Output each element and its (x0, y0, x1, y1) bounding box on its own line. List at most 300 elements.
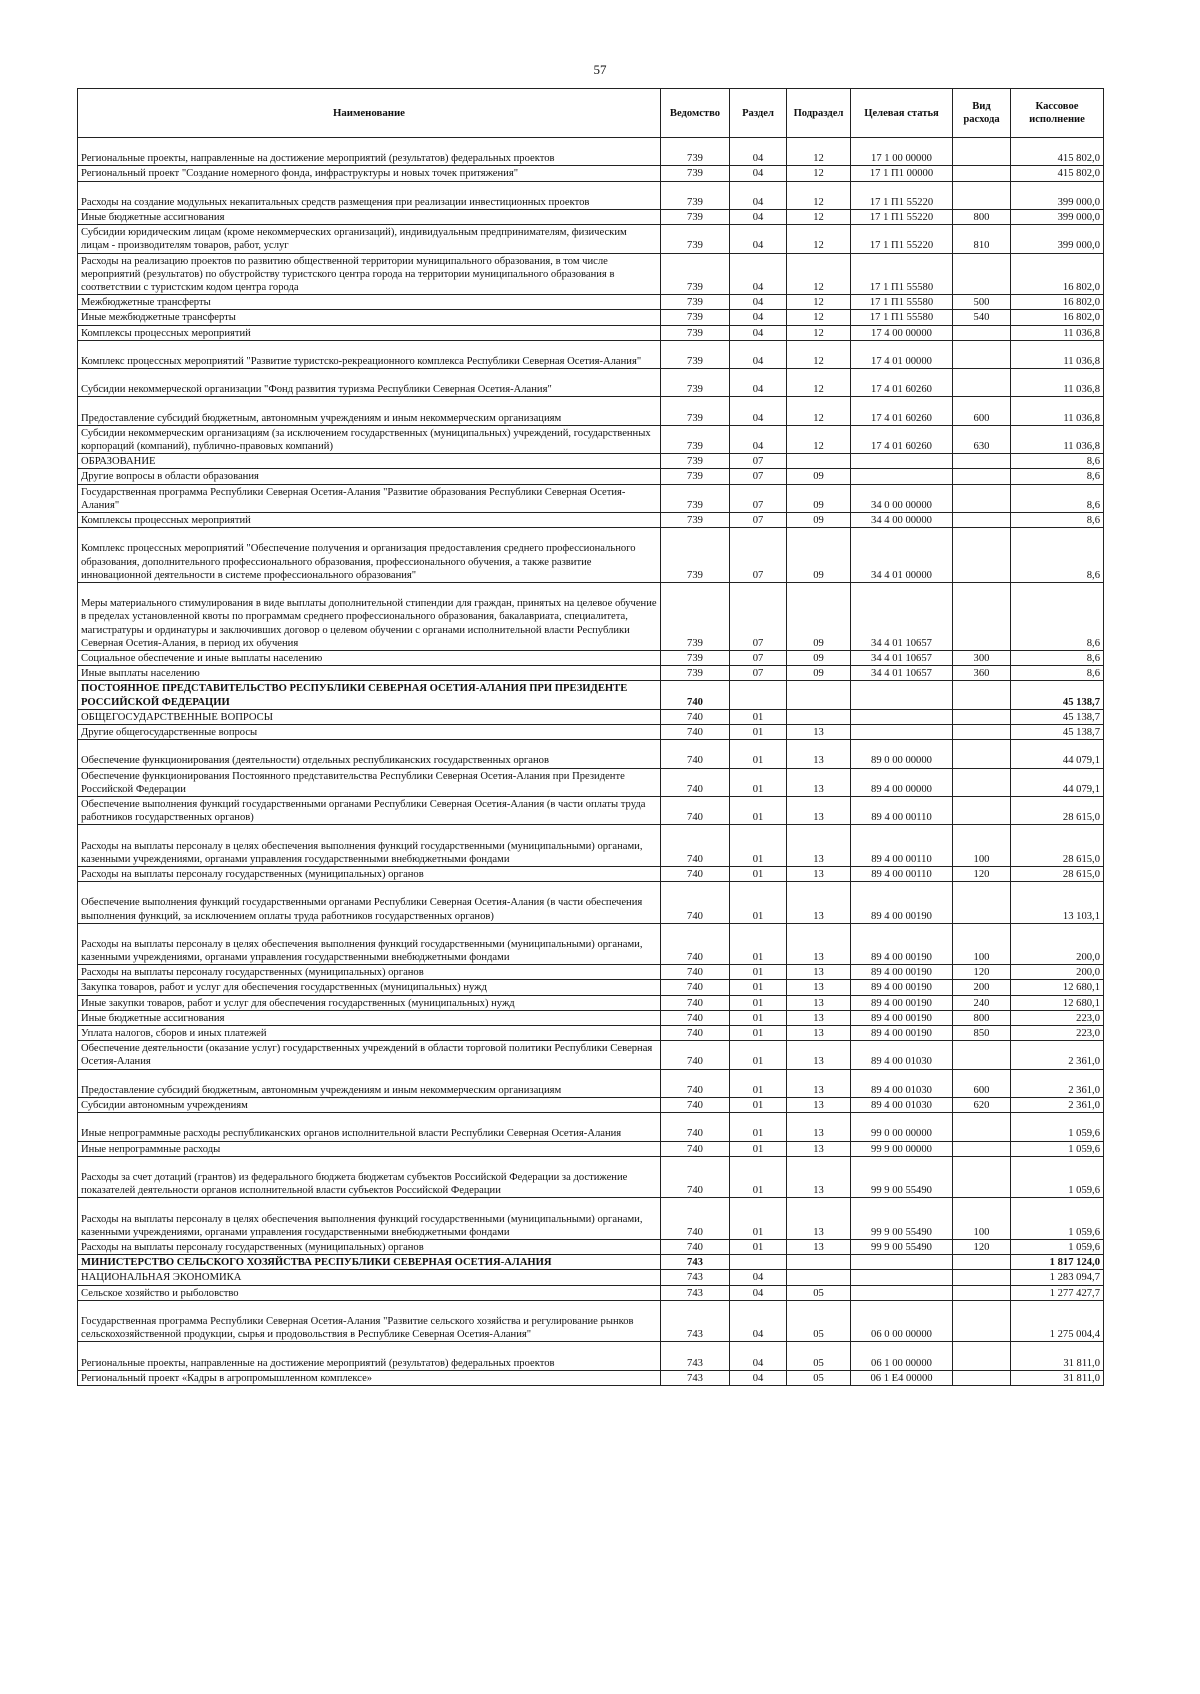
cell-podrazd: 13 (787, 1198, 851, 1240)
cell-razd: 04 (730, 181, 787, 209)
cell-razd: 04 (730, 253, 787, 295)
cell-ved: 740 (661, 1239, 730, 1254)
cell-cel: 17 1 П1 55580 (851, 253, 953, 295)
cell-vid (953, 681, 1011, 709)
cell-name: Предоставление субсидий бюджетным, автономным учреждениям и иным некоммерческим организациям (78, 397, 661, 425)
cell-cel: 34 0 00 00000 (851, 484, 953, 512)
cell-podrazd: 13 (787, 1069, 851, 1097)
cell-podrazd: 13 (787, 1113, 851, 1141)
cell-podrazd: 13 (787, 882, 851, 924)
cell-sum: 1 059,6 (1011, 1239, 1104, 1254)
cell-ved: 740 (661, 882, 730, 924)
table-row (78, 651, 1104, 666)
cell-vid (953, 709, 1011, 724)
cell-cel: 17 4 00 00000 (851, 325, 953, 340)
cell-ved: 739 (661, 425, 730, 453)
cell-razd: 04 (730, 340, 787, 368)
table-row (78, 1156, 1104, 1198)
cell-ved: 740 (661, 768, 730, 796)
cell-name: Обеспечение выполнения функций государственными органами Республики Северная Осетия-Алания (в части обеспечения выполнения функций, за исключением оплаты труда работников государственных органов) (78, 882, 661, 924)
cell-cel (851, 454, 953, 469)
cell-vid (953, 138, 1011, 166)
cell-razd: 07 (730, 528, 787, 583)
cell-sum: 415 802,0 (1011, 138, 1104, 166)
cell-vid (953, 1156, 1011, 1198)
cell-podrazd (787, 1255, 851, 1270)
cell-razd: 07 (730, 484, 787, 512)
cell-razd: 01 (730, 965, 787, 980)
table-row (78, 1370, 1104, 1385)
cell-cel: 17 4 01 60260 (851, 425, 953, 453)
table-row (78, 1098, 1104, 1113)
cell-podrazd: 12 (787, 181, 851, 209)
cell-name: МИНИСТЕРСТВО СЕЛЬСКОГО ХОЗЯЙСТВА РЕСПУБЛИКИ СЕВЕРНАЯ ОСЕТИЯ-АЛАНИЯ (78, 1255, 661, 1270)
cell-vid (953, 325, 1011, 340)
cell-vid (953, 469, 1011, 484)
cell-ved: 743 (661, 1370, 730, 1385)
cell-sum: 28 615,0 (1011, 796, 1104, 824)
table-row (78, 181, 1104, 209)
cell-name: Расходы на выплаты персоналу в целях обеспечения выполнения функций государственными (муниципальными) органами, казенными учреждениями, органами управления государственными внебюджетными фондами (78, 923, 661, 965)
cell-podrazd: 09 (787, 484, 851, 512)
cell-name: Иные бюджетные ассигнования (78, 1010, 661, 1025)
cell-razd: 04 (730, 1300, 787, 1342)
cell-cel: 06 1 00 00000 (851, 1342, 953, 1370)
cell-name: Региональные проекты, направленные на достижение мероприятий (результатов) федеральных проектов (78, 1342, 661, 1370)
cell-ved: 739 (661, 397, 730, 425)
table-row (78, 724, 1104, 739)
cell-name: Иные бюджетные ассигнования (78, 209, 661, 224)
cell-ved: 740 (661, 1069, 730, 1097)
cell-podrazd: 13 (787, 980, 851, 995)
cell-podrazd: 05 (787, 1300, 851, 1342)
cell-razd: 04 (730, 1285, 787, 1300)
cell-vid (953, 340, 1011, 368)
cell-razd: 07 (730, 583, 787, 651)
cell-cel: 89 4 00 00190 (851, 1010, 953, 1025)
cell-podrazd: 12 (787, 397, 851, 425)
cell-sum: 200,0 (1011, 965, 1104, 980)
cell-vid: 540 (953, 310, 1011, 325)
cell-cel: 99 0 00 00000 (851, 1113, 953, 1141)
cell-razd (730, 1255, 787, 1270)
cell-cel: 17 4 01 60260 (851, 369, 953, 397)
cell-podrazd: 13 (787, 995, 851, 1010)
cell-podrazd: 12 (787, 166, 851, 181)
cell-ved: 743 (661, 1255, 730, 1270)
table-row (78, 866, 1104, 881)
cell-vid (953, 1041, 1011, 1069)
cell-razd: 04 (730, 369, 787, 397)
cell-ved: 740 (661, 1041, 730, 1069)
header-podrazd: Подраздел (787, 89, 851, 138)
cell-ved: 739 (661, 181, 730, 209)
cell-vid: 120 (953, 866, 1011, 881)
cell-vid (953, 513, 1011, 528)
table-row (78, 995, 1104, 1010)
table-row (78, 295, 1104, 310)
cell-sum: 28 615,0 (1011, 825, 1104, 867)
table-row (78, 253, 1104, 295)
cell-sum: 223,0 (1011, 1010, 1104, 1025)
cell-podrazd: 12 (787, 138, 851, 166)
cell-vid: 200 (953, 980, 1011, 995)
cell-razd: 01 (730, 740, 787, 768)
cell-ved: 739 (661, 253, 730, 295)
cell-ved: 740 (661, 1141, 730, 1156)
table-row (78, 484, 1104, 512)
table-row (78, 1041, 1104, 1069)
cell-podrazd: 13 (787, 1098, 851, 1113)
cell-cel: 89 0 00 00000 (851, 740, 953, 768)
cell-name: Иные закупки товаров, работ и услуг для обеспечения государственных (муниципальных) нужд (78, 995, 661, 1010)
cell-ved: 740 (661, 825, 730, 867)
cell-name: Уплата налогов, сборов и иных платежей (78, 1026, 661, 1041)
cell-podrazd: 09 (787, 666, 851, 681)
cell-cel: 34 4 00 00000 (851, 513, 953, 528)
cell-cel: 89 4 00 00000 (851, 768, 953, 796)
table-row (78, 469, 1104, 484)
table-row (78, 965, 1104, 980)
cell-sum: 200,0 (1011, 923, 1104, 965)
cell-cel (851, 1270, 953, 1285)
cell-razd (730, 681, 787, 709)
cell-cel: 17 1 П1 55220 (851, 181, 953, 209)
cell-ved: 739 (661, 310, 730, 325)
cell-name: Обеспечение деятельности (оказание услуг) государственных учреждений в области торговой политики Республики Северная Осетия-Алания (78, 1041, 661, 1069)
cell-ved: 739 (661, 513, 730, 528)
cell-cel: 17 1 П1 55220 (851, 225, 953, 253)
cell-cel (851, 681, 953, 709)
cell-name: Предоставление субсидий бюджетным, автономным учреждениям и иным некоммерческим организациям (78, 1069, 661, 1097)
cell-podrazd: 13 (787, 1156, 851, 1198)
cell-vid (953, 166, 1011, 181)
cell-cel (851, 469, 953, 484)
cell-name: Другие общегосударственные вопросы (78, 724, 661, 739)
cell-cel (851, 1255, 953, 1270)
cell-ved: 739 (661, 225, 730, 253)
cell-sum: 11 036,8 (1011, 425, 1104, 453)
header-cel: Целевая статья (851, 89, 953, 138)
table-row (78, 1300, 1104, 1342)
cell-ved: 739 (661, 369, 730, 397)
cell-vid (953, 1300, 1011, 1342)
table-row (78, 882, 1104, 924)
cell-podrazd: 13 (787, 1141, 851, 1156)
cell-podrazd: 13 (787, 796, 851, 824)
page-number: 57 (593, 62, 607, 77)
cell-razd: 04 (730, 310, 787, 325)
cell-vid (953, 1370, 1011, 1385)
table-row (78, 583, 1104, 651)
cell-vid (953, 1113, 1011, 1141)
cell-name: Расходы за счет дотаций (грантов) из федерального бюджета бюджетам субъектов Российской Федерации за достижение показателей деятельности органов исполнительной власти субъектов Российской Федерации (78, 1156, 661, 1198)
cell-razd: 01 (730, 709, 787, 724)
cell-sum: 11 036,8 (1011, 325, 1104, 340)
cell-ved: 740 (661, 866, 730, 881)
cell-razd: 01 (730, 1010, 787, 1025)
cell-sum: 28 615,0 (1011, 866, 1104, 881)
cell-podrazd (787, 709, 851, 724)
table-row (78, 1239, 1104, 1254)
cell-sum: 1 059,6 (1011, 1198, 1104, 1240)
cell-razd: 07 (730, 513, 787, 528)
cell-podrazd (787, 1270, 851, 1285)
cell-name: Расходы на выплаты персоналу государственных (муниципальных) органов (78, 866, 661, 881)
cell-ved: 740 (661, 1113, 730, 1141)
cell-vid: 500 (953, 295, 1011, 310)
cell-sum: 1 059,6 (1011, 1113, 1104, 1141)
cell-razd: 07 (730, 666, 787, 681)
cell-sum: 31 811,0 (1011, 1342, 1104, 1370)
cell-razd: 04 (730, 209, 787, 224)
cell-podrazd: 13 (787, 1239, 851, 1254)
header-razd: Раздел (730, 89, 787, 138)
cell-cel: 89 4 00 00110 (851, 866, 953, 881)
cell-cel: 34 4 01 00000 (851, 528, 953, 583)
table-row (78, 325, 1104, 340)
cell-ved: 739 (661, 340, 730, 368)
table-row (78, 225, 1104, 253)
cell-sum: 31 811,0 (1011, 1370, 1104, 1385)
cell-vid (953, 796, 1011, 824)
cell-name: Субсидии некоммерческой организации "Фонд развития туризма Республики Северная Осетия-Алания" (78, 369, 661, 397)
cell-sum: 415 802,0 (1011, 166, 1104, 181)
cell-vid: 120 (953, 965, 1011, 980)
cell-vid: 600 (953, 1069, 1011, 1097)
cell-cel (851, 1285, 953, 1300)
table-row (78, 796, 1104, 824)
cell-cel: 99 9 00 55490 (851, 1239, 953, 1254)
cell-sum: 8,6 (1011, 454, 1104, 469)
cell-podrazd: 12 (787, 225, 851, 253)
table-row (78, 138, 1104, 166)
cell-sum: 399 000,0 (1011, 209, 1104, 224)
cell-podrazd: 13 (787, 1041, 851, 1069)
cell-vid: 360 (953, 666, 1011, 681)
cell-ved: 743 (661, 1270, 730, 1285)
cell-podrazd: 13 (787, 768, 851, 796)
cell-razd: 01 (730, 1113, 787, 1141)
table-row (78, 768, 1104, 796)
cell-vid (953, 583, 1011, 651)
table-row (78, 1342, 1104, 1370)
cell-ved: 740 (661, 965, 730, 980)
table-row (78, 1285, 1104, 1300)
table-row (78, 1198, 1104, 1240)
table-row (78, 980, 1104, 995)
cell-ved: 739 (661, 454, 730, 469)
cell-vid (953, 1141, 1011, 1156)
header-ved: Ведомство (661, 89, 730, 138)
cell-cel: 89 4 00 00110 (851, 796, 953, 824)
cell-sum: 16 802,0 (1011, 310, 1104, 325)
cell-vid (953, 882, 1011, 924)
cell-name: НАЦИОНАЛЬНАЯ ЭКОНОМИКА (78, 1270, 661, 1285)
cell-name: Расходы на выплаты персоналу в целях обеспечения выполнения функций государственными (муниципальными) органами, казенными учреждениями, органами управления государственными внебюджетными фондами (78, 825, 661, 867)
cell-ved: 740 (661, 1156, 730, 1198)
cell-sum: 12 680,1 (1011, 995, 1104, 1010)
cell-ved: 739 (661, 528, 730, 583)
cell-cel: 89 4 00 00190 (851, 882, 953, 924)
cell-vid (953, 1342, 1011, 1370)
cell-sum: 1 817 124,0 (1011, 1255, 1104, 1270)
cell-sum: 8,6 (1011, 528, 1104, 583)
cell-cel: 89 4 00 01030 (851, 1098, 953, 1113)
cell-razd: 04 (730, 138, 787, 166)
cell-ved: 740 (661, 724, 730, 739)
cell-name: Расходы на создание модульных некапитальных средств размещения при реализации инвестиционных проектов (78, 181, 661, 209)
cell-vid: 100 (953, 825, 1011, 867)
cell-name: Обеспечение функционирования (деятельности) отдельных республиканских государственных органов (78, 740, 661, 768)
cell-razd: 01 (730, 1069, 787, 1097)
cell-cel: 34 4 01 10657 (851, 666, 953, 681)
table-row (78, 425, 1104, 453)
cell-ved: 739 (661, 666, 730, 681)
cell-vid: 800 (953, 1010, 1011, 1025)
cell-razd: 01 (730, 724, 787, 739)
table-row (78, 454, 1104, 469)
table-row (78, 340, 1104, 368)
cell-sum: 2 361,0 (1011, 1098, 1104, 1113)
cell-vid: 100 (953, 923, 1011, 965)
cell-vid (953, 253, 1011, 295)
cell-ved: 743 (661, 1285, 730, 1300)
cell-ved: 740 (661, 1098, 730, 1113)
cell-vid: 630 (953, 425, 1011, 453)
cell-name: Региональный проект «Кадры в агропромышленном комплексе» (78, 1370, 661, 1385)
cell-sum: 399 000,0 (1011, 225, 1104, 253)
header-sum: Кассовое исполнение (1011, 89, 1104, 138)
table-row (78, 740, 1104, 768)
cell-ved: 739 (661, 325, 730, 340)
cell-razd: 04 (730, 295, 787, 310)
cell-vid: 800 (953, 209, 1011, 224)
cell-name: Иные межбюджетные трансферты (78, 310, 661, 325)
cell-podrazd: 12 (787, 340, 851, 368)
cell-vid (953, 1285, 1011, 1300)
cell-razd: 04 (730, 1370, 787, 1385)
cell-name: Государственная программа Республики Северная Осетия-Алания "Развитие образования Республики Северная Осетия-Алания" (78, 484, 661, 512)
table-row (78, 369, 1104, 397)
cell-razd: 07 (730, 454, 787, 469)
cell-podrazd: 12 (787, 209, 851, 224)
cell-name: Иные непрограммные расходы республиканских органов исполнительной власти Республики Северная Осетия-Алания (78, 1113, 661, 1141)
table-row (78, 1113, 1104, 1141)
header-vid: Вид расхода (953, 89, 1011, 138)
cell-sum: 45 138,7 (1011, 709, 1104, 724)
cell-podrazd: 12 (787, 369, 851, 397)
cell-podrazd: 13 (787, 965, 851, 980)
cell-name: Закупка товаров, работ и услуг для обеспечения государственных (муниципальных) нужд (78, 980, 661, 995)
cell-razd: 01 (730, 1041, 787, 1069)
cell-razd: 04 (730, 325, 787, 340)
cell-cel (851, 724, 953, 739)
cell-podrazd: 12 (787, 325, 851, 340)
cell-cel: 17 4 01 60260 (851, 397, 953, 425)
cell-sum: 45 138,7 (1011, 724, 1104, 739)
cell-name: Иные выплаты населению (78, 666, 661, 681)
cell-sum: 44 079,1 (1011, 768, 1104, 796)
cell-name: Обеспечение функционирования Постоянного представительства Республики Северная Осетия-Алания при Президенте Российской Федерации (78, 768, 661, 796)
cell-cel: 34 4 01 10657 (851, 583, 953, 651)
cell-razd: 01 (730, 882, 787, 924)
cell-cel: 99 9 00 00000 (851, 1141, 953, 1156)
cell-name: ПОСТОЯННОЕ ПРЕДСТАВИТЕЛЬСТВО РЕСПУБЛИКИ СЕВЕРНАЯ ОСЕТИЯ-АЛАНИЯ ПРИ ПРЕЗИДЕНТЕ РОССИЙСКОЙ ФЕДЕРАЦИИ (78, 681, 661, 709)
table-row (78, 1255, 1104, 1270)
cell-name: Сельское хозяйство и рыболовство (78, 1285, 661, 1300)
cell-podrazd: 05 (787, 1342, 851, 1370)
cell-razd: 04 (730, 425, 787, 453)
cell-razd: 01 (730, 1026, 787, 1041)
cell-cel: 89 4 00 01030 (851, 1041, 953, 1069)
cell-ved: 740 (661, 709, 730, 724)
table-row (78, 681, 1104, 709)
table-row (78, 1270, 1104, 1285)
cell-cel: 99 9 00 55490 (851, 1198, 953, 1240)
cell-name: Региональный проект "Создание номерного фонда, инфраструктуры и новых точек притяжения" (78, 166, 661, 181)
cell-razd: 01 (730, 923, 787, 965)
table-row (78, 825, 1104, 867)
cell-name: Субсидии некоммерческим организациям (за исключением государственных (муниципальных) учреждений, государственных корпораций (компаний), публично-правовых компаний) (78, 425, 661, 453)
cell-razd: 01 (730, 1098, 787, 1113)
cell-cel: 99 9 00 55490 (851, 1156, 953, 1198)
budget-table (77, 88, 1104, 1386)
cell-razd: 04 (730, 166, 787, 181)
cell-ved: 739 (661, 484, 730, 512)
cell-cel: 89 4 00 00190 (851, 1026, 953, 1041)
cell-ved: 740 (661, 923, 730, 965)
cell-podrazd: 13 (787, 1010, 851, 1025)
cell-razd: 01 (730, 1156, 787, 1198)
cell-vid: 120 (953, 1239, 1011, 1254)
cell-name: Другие вопросы в области образования (78, 469, 661, 484)
cell-cel: 17 4 01 00000 (851, 340, 953, 368)
cell-ved: 740 (661, 1026, 730, 1041)
cell-vid (953, 1270, 1011, 1285)
cell-cel: 17 1 П1 55580 (851, 295, 953, 310)
cell-podrazd: 13 (787, 724, 851, 739)
cell-name: Комплекс процессных мероприятий "Развитие туристско-рекреационного комплекса Республики Северная Осетия-Алания" (78, 340, 661, 368)
cell-razd: 04 (730, 1342, 787, 1370)
cell-cel: 34 4 01 10657 (851, 651, 953, 666)
cell-podrazd: 12 (787, 253, 851, 295)
cell-name: Субсидии автономным учреждениям (78, 1098, 661, 1113)
cell-vid (953, 768, 1011, 796)
cell-podrazd: 09 (787, 513, 851, 528)
table-row (78, 1069, 1104, 1097)
cell-name: Комплексы процессных мероприятий (78, 325, 661, 340)
cell-ved: 740 (661, 681, 730, 709)
cell-sum: 2 361,0 (1011, 1041, 1104, 1069)
cell-razd: 01 (730, 768, 787, 796)
table-header (78, 89, 1104, 138)
cell-ved: 740 (661, 796, 730, 824)
cell-podrazd: 13 (787, 923, 851, 965)
cell-vid (953, 181, 1011, 209)
cell-ved: 740 (661, 1198, 730, 1240)
cell-sum: 1 283 094,7 (1011, 1270, 1104, 1285)
cell-name: Социальное обеспечение и иные выплаты населению (78, 651, 661, 666)
cell-name: Расходы на выплаты персоналу государственных (муниципальных) органов (78, 965, 661, 980)
cell-sum: 8,6 (1011, 469, 1104, 484)
cell-podrazd: 05 (787, 1285, 851, 1300)
cell-cel: 06 0 00 00000 (851, 1300, 953, 1342)
cell-sum: 8,6 (1011, 484, 1104, 512)
cell-name: Субсидии юридическим лицам (кроме некоммерческих организаций), индивидуальным предпринимателям, физическим лицам - производителям товаров, работ, услуг (78, 225, 661, 253)
table-row (78, 513, 1104, 528)
cell-vid (953, 454, 1011, 469)
